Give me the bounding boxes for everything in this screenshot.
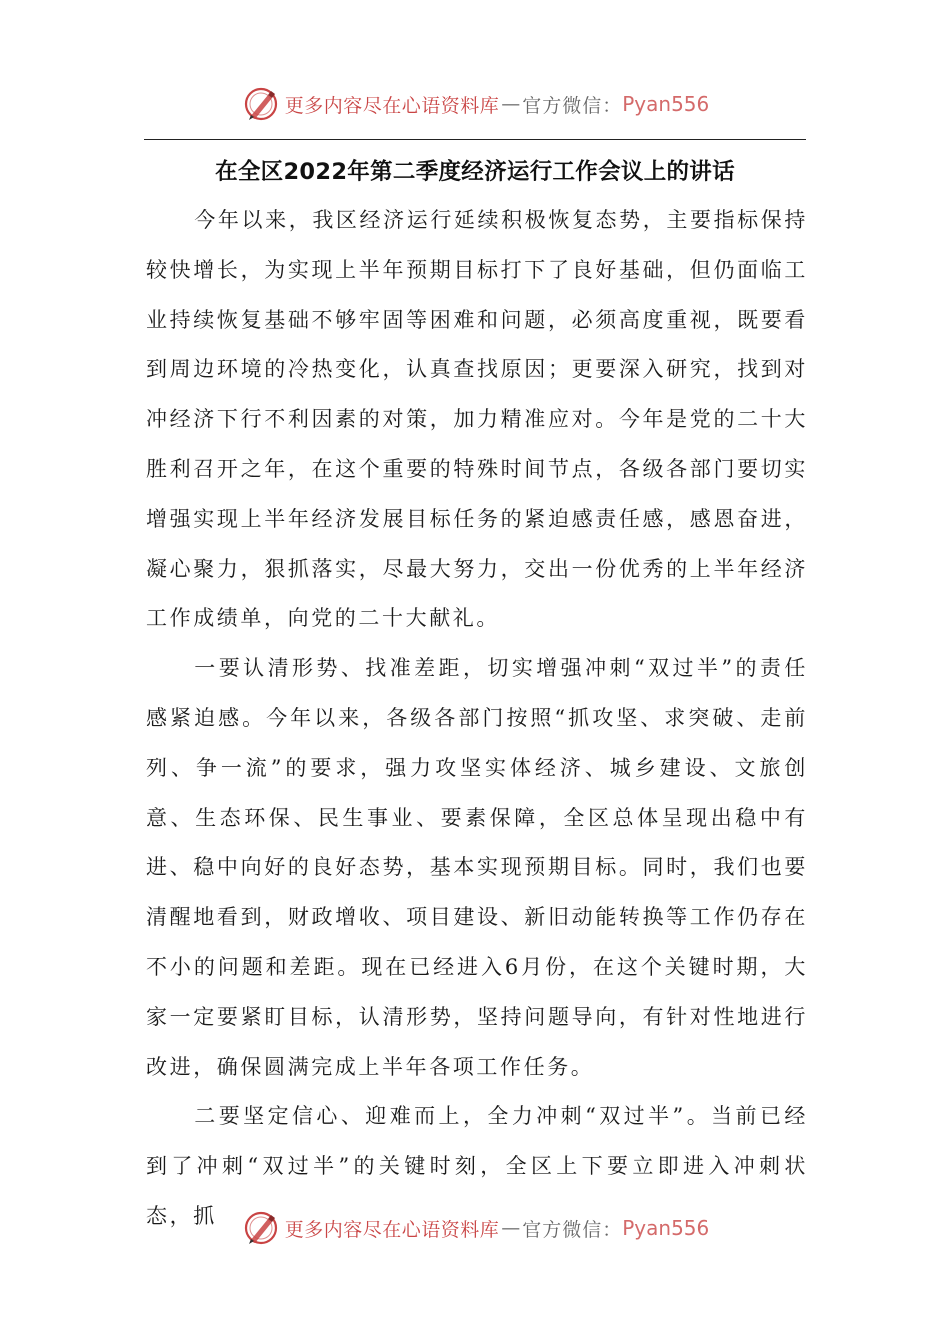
document-body	[146, 196, 808, 1242]
site-name: 更多内容尽在心语资料库	[284, 1218, 500, 1241]
paragraph: 二要坚定信心、迎难而上，全力冲刺“双过半”。当前已经到了冲刺“双过半”的关键时刻，全区上下要立即进入冲刺状态，抓	[146, 1104, 808, 1228]
separator: —	[501, 1217, 521, 1239]
wechat-id: Pyan556	[622, 92, 710, 116]
pen-logo-icon	[241, 1208, 281, 1248]
separator: —	[501, 93, 521, 115]
wechat-id: Pyan556	[622, 1216, 710, 1240]
wechat-label: 官方微信：	[522, 94, 623, 117]
header-divider	[144, 139, 806, 140]
document-title: 在全区2022年第二季度经济运行工作会议上的讲话	[215, 159, 735, 185]
header-banner	[0, 82, 950, 126]
footer-banner	[0, 1206, 950, 1250]
site-name: 更多内容尽在心语资料库	[284, 94, 500, 117]
pen-logo-icon	[241, 84, 281, 124]
wechat-label: 官方微信：	[522, 1218, 623, 1241]
paragraph: 今年以来，我区经济运行延续积极恢复态势，主要指标保持较快增长，为实现上半年预期目标打下了良好基础，但仍面临工业持续恢复基础不够牢固等困难和问题，必须高度重视，既要看到周边环境的冷热变化，认真查找原因；更要深入研究，找到对冲经济下行不利因素的对策，加力精准应对。今年是党的二十大胜利召开之年，在这个重要的特殊时间节点，各级各部门要切实增强实现上半年经济发展目标任务的紧迫感责任感，感恩奋进，凝心聚力，狠抓落实，尽最大努力，交出一份优秀的上半年经济工作成绩单，向党的二十大献礼。	[146, 208, 808, 631]
paragraph: 一要认清形势、找准差距，切实增强冲刺“双过半”的责任感紧迫感。今年以来，各级各部门按照“抓攻坚、求突破、走前列、争一流”的要求，强力攻坚实体经济、城乡建设、文旅创意、生态环保、民生事业、要素保障，全区总体呈现出稳中有进、稳中向好的良好态势，基本实现预期目标。同时，我们也要清醒地看到，财政增收、项目建设、新旧动能转换等工作仍存在不小的问题和差距。现在已经进入6月份，在这个关键时期，大家一定要紧盯目标，认清形势，坚持问题导向，有针对性地进行改进，确保圆满完成上半年各项工作任务。	[146, 656, 808, 1079]
